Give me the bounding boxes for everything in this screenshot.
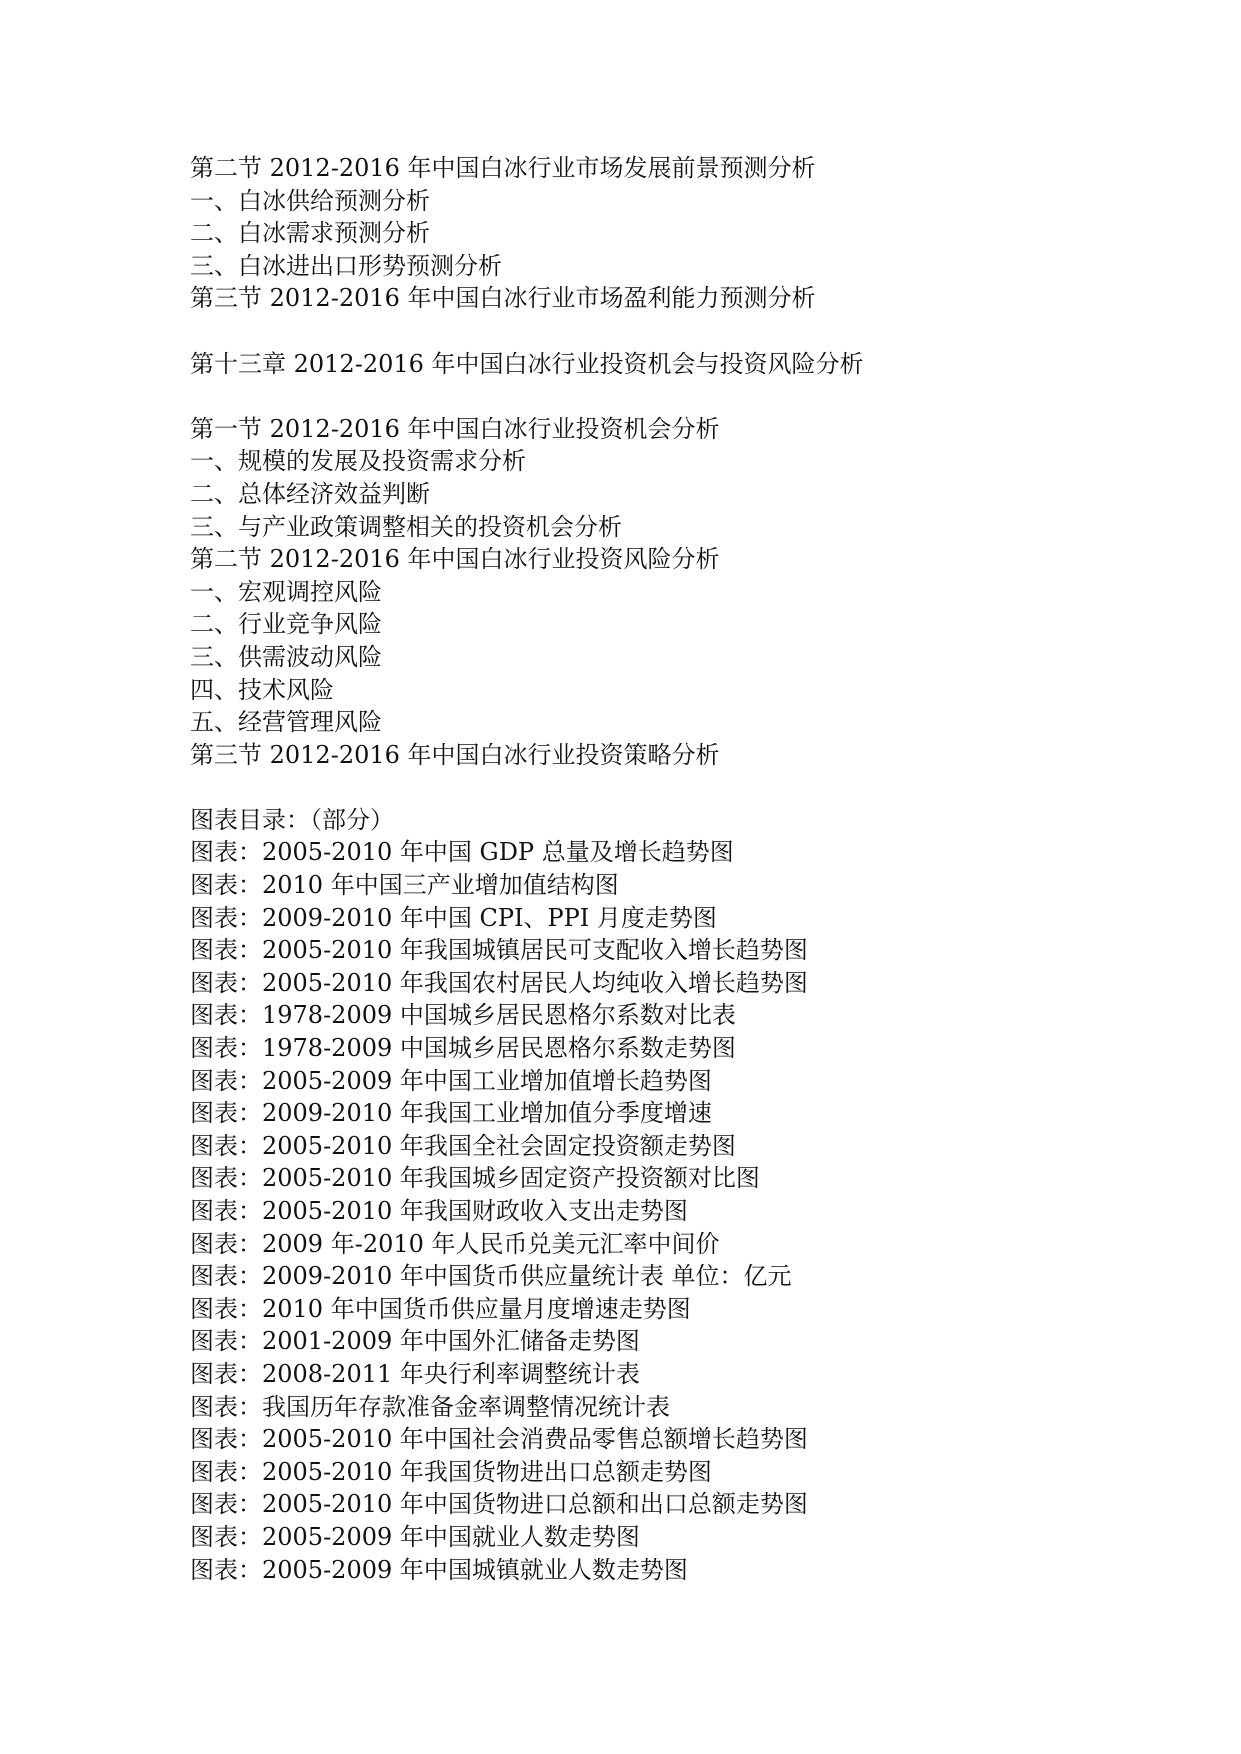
chart-list-title: 图表目录：（部分） bbox=[190, 805, 394, 834]
section-a-list bbox=[190, 152, 1170, 315]
chart-list-item: 图表：2005-2010 年我国货物进出口总额走势图 bbox=[190, 1457, 712, 1486]
toc-section-heading: 第三节 2012-2016 年中国白冰行业投资策略分析 bbox=[190, 740, 720, 769]
section-b-list bbox=[190, 413, 1170, 772]
blank-line bbox=[190, 380, 1170, 413]
toc-item: 二、白冰需求预测分析 bbox=[190, 219, 430, 248]
chart-list-item: 图表：2010 年中国三产业增加值结构图 bbox=[190, 871, 619, 900]
chart-list-item: 图表：2005-2010 年我国城乡固定资产投资额对比图 bbox=[190, 1164, 760, 1193]
toc-item: 三、白冰进出口形势预测分析 bbox=[190, 251, 502, 280]
toc-item: 三、供需波动风险 bbox=[190, 642, 382, 671]
chart-list-item: 图表：2005-2010 年我国农村居民人均纯收入增长趋势图 bbox=[190, 968, 808, 997]
chart-list-item: 图表：2001-2009 年中国外汇储备走势图 bbox=[190, 1327, 640, 1356]
toc-section-heading: 第二节 2012-2016 年中国白冰行业市场发展前景预测分析 bbox=[190, 154, 816, 182]
toc-item: 四、技术风险 bbox=[190, 675, 334, 704]
chart-list-item: 图表：2005-2010 年中国 GDP 总量及增长趋势图 bbox=[190, 838, 734, 867]
toc-item: 一、宏观调控风险 bbox=[190, 577, 382, 606]
chart-list-item: 图表：2009-2010 年我国工业增加值分季度增速 bbox=[190, 1099, 712, 1128]
chart-list-item: 图表：1978-2009 中国城乡居民恩格尔系数对比表 bbox=[190, 1001, 736, 1030]
toc-item: 二、行业竞争风险 bbox=[190, 610, 382, 639]
chart-list-item: 图表：2010 年中国货币供应量月度增速走势图 bbox=[190, 1294, 691, 1323]
toc-section-heading: 第三节 2012-2016 年中国白冰行业市场盈利能力预测分析 bbox=[190, 284, 816, 313]
chart-list-item: 图表：2009 年-2010 年人民币兑美元汇率中间价 bbox=[190, 1229, 720, 1258]
chart-list-item: 图表：2009-2010 年中国货币供应量统计表 单位：亿元 bbox=[190, 1262, 792, 1291]
toc-item: 一、白冰供给预测分析 bbox=[190, 186, 430, 215]
chart-list-item: 图表：1978-2009 中国城乡居民恩格尔系数走势图 bbox=[190, 1034, 736, 1063]
blank-line bbox=[190, 315, 1170, 348]
toc-section-heading: 第二节 2012-2016 年中国白冰行业投资风险分析 bbox=[190, 545, 720, 574]
chart-list-item: 图表：2005-2010 年我国财政收入支出走势图 bbox=[190, 1197, 688, 1225]
chart-list-item: 图表：2005-2010 年中国货物进口总额和出口总额走势图 bbox=[190, 1490, 808, 1519]
chart-list-item: 图表：2005-2010 年中国社会消费品零售总额增长趋势图 bbox=[190, 1425, 808, 1454]
blank-line bbox=[190, 771, 1170, 804]
chart-list-item: 图表：2009-2010 年中国 CPI、PPI 月度走势图 bbox=[190, 903, 717, 932]
chart-list-item: 图表：2005-2009 年中国就业人数走势图 bbox=[190, 1522, 640, 1551]
chapter-13-title: 第十三章 2012-2016 年中国白冰行业投资机会与投资风险分析 bbox=[190, 349, 864, 378]
chart-list-item: 图表：2005-2010 年我国城镇居民可支配收入增长趋势图 bbox=[190, 936, 808, 965]
chart-list-item: 图表：2005-2009 年中国城镇就业人数走势图 bbox=[190, 1555, 688, 1584]
toc-item: 一、规模的发展及投资需求分析 bbox=[190, 447, 526, 476]
chart-list-item: 图表：2008-2011 年央行利率调整统计表 bbox=[190, 1359, 640, 1388]
toc-item: 五、经营管理风险 bbox=[190, 708, 382, 737]
toc-item: 二、总体经济效益判断 bbox=[190, 479, 430, 508]
chart-list-item: 图表：2005-2009 年中国工业增加值增长趋势图 bbox=[190, 1066, 712, 1095]
chart-list-item: 图表：2005-2010 年我国全社会固定投资额走势图 bbox=[190, 1131, 736, 1160]
chart-list-item: 图表：我国历年存款准备金率调整情况统计表 bbox=[190, 1392, 670, 1421]
toc-item: 三、与产业政策调整相关的投资机会分析 bbox=[190, 512, 622, 541]
toc-section-heading: 第一节 2012-2016 年中国白冰行业投资机会分析 bbox=[190, 414, 720, 443]
chart-list bbox=[190, 836, 1170, 1586]
toc-content bbox=[190, 152, 1170, 1586]
